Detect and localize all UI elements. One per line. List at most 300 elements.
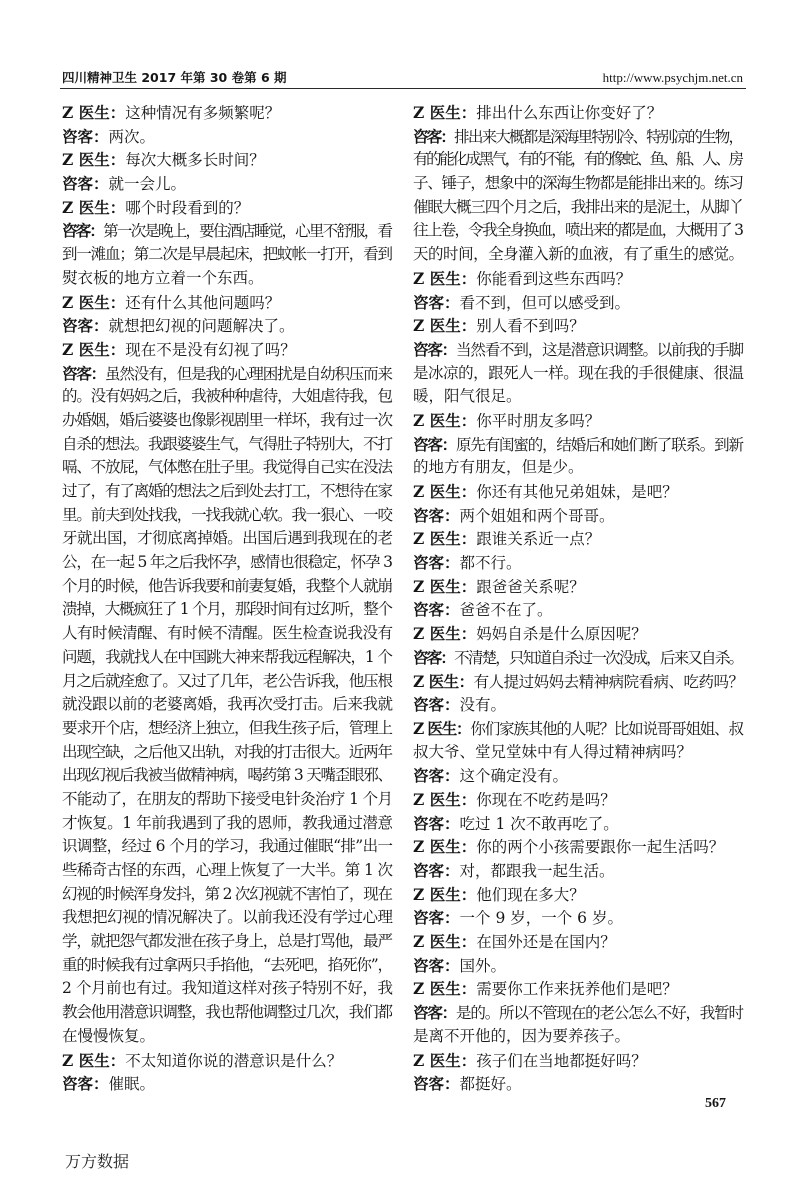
dialogue-line-content <box>413 291 630 316</box>
dialogue-text: 暖，阳气很足。 <box>413 387 522 406</box>
speaker-label: Z 医生： <box>413 932 477 952</box>
dialogue-text: 别人看不到吗？ <box>476 317 585 336</box>
dialogue-line <box>62 385 393 409</box>
dialogue-line-content <box>413 741 692 765</box>
dialogue-line <box>62 859 393 883</box>
dialogue-text: 识调整，经过 6 个月的学习，我通过催眠“排”出一 <box>62 837 393 856</box>
dialogue-line-content <box>62 362 392 387</box>
journal-url: http://www.psychjm.net.cn <box>602 70 743 85</box>
dialogue-line-content <box>62 338 296 363</box>
dialogue-line <box>413 409 744 433</box>
client-turn <box>62 314 393 338</box>
dialogue-text: 月之后就痊愈了。又过了几年，老公告诉我，他压根 <box>62 671 392 690</box>
dialogue-text: 到一滩血；第二次是早晨起床，把蚊帐一打开，看到 <box>62 245 392 264</box>
dialogue-line <box>62 977 393 1001</box>
dialogue-line <box>413 1001 744 1025</box>
left-column <box>62 101 393 1096</box>
dialogue-text: 看不到，但可以感受到。 <box>459 293 631 312</box>
speaker-label: 咨客： <box>413 647 455 667</box>
dialogue-line <box>413 172 744 196</box>
dialogue-text: 妈妈自杀是什么原因呢？ <box>476 625 647 644</box>
dialogue-line-content <box>413 954 506 979</box>
dialogue-line-content <box>62 1001 392 1025</box>
dialogue-line-content <box>62 598 392 622</box>
dialogue-text: 都挺好。 <box>459 1075 522 1094</box>
dialogue-line <box>413 788 744 812</box>
speaker-label: 咨客： <box>62 1074 109 1094</box>
dialogue-line-content <box>62 172 186 197</box>
dialogue-line-content <box>413 788 616 813</box>
dialogue-text: 不太知道你说的潜意识是什么？ <box>125 1051 343 1070</box>
dialogue-text: 这种情况有多频繁呢？ <box>125 104 281 122</box>
dialogue-line <box>62 906 393 930</box>
doctor-turn <box>62 291 393 315</box>
dialogue-line-content <box>413 362 744 386</box>
dialogue-line-content <box>413 883 585 908</box>
dialogue-line-content <box>413 598 553 623</box>
dialogue-text: 现在不是没有幻视了吗？ <box>125 340 296 359</box>
speaker-label: 咨客： <box>413 955 460 975</box>
dialogue-line <box>413 385 744 409</box>
doctor-turn <box>413 409 744 433</box>
dialogue-line <box>62 764 393 788</box>
dialogue-line-content <box>62 504 392 528</box>
dialogue-line <box>62 1049 393 1073</box>
dialogue-line <box>413 456 744 480</box>
doctor-turn <box>413 1049 744 1073</box>
dialogue-line <box>62 409 393 433</box>
dialogue-line <box>62 741 393 765</box>
speaker-label: 咨客： <box>413 695 460 715</box>
dialogue-line <box>62 1072 393 1096</box>
dialogue-line <box>413 575 744 599</box>
dialogue-text: 哪个时段看到的？ <box>125 198 250 217</box>
dialogue-text: 出现空缺，之后他又出轨，对我的打击很大。近两年 <box>62 742 392 761</box>
dialogue-line-content <box>413 219 742 243</box>
dialogue-line-content <box>62 480 392 504</box>
dialogue-line <box>62 622 393 646</box>
dialogue-line <box>62 504 393 528</box>
dialogue-line <box>413 433 744 457</box>
dialogue-line-content <box>413 243 744 267</box>
dialogue-line-content <box>413 930 616 955</box>
client-turn <box>413 504 744 528</box>
client-turn <box>413 551 744 575</box>
dialogue-text: 的。没有妈妈之后，我被种种虐待，大姐虐待我，包 <box>62 387 392 406</box>
dialogue-line-content <box>62 1025 155 1049</box>
dialogue-text: 一个 9 岁，一个 6 岁。 <box>459 909 623 928</box>
speaker-label: 咨客： <box>413 861 460 880</box>
speaker-label: 咨客： <box>413 505 460 525</box>
dialogue-line <box>62 125 393 149</box>
dialogue-line-content <box>413 1025 630 1049</box>
dialogue-line <box>62 812 393 836</box>
dialogue-line <box>62 362 393 386</box>
speaker-label: Z 医生： <box>62 292 126 312</box>
client-turn <box>413 1072 744 1096</box>
dialogue-line <box>413 291 744 315</box>
dialogue-text: 催眠。 <box>108 1075 156 1094</box>
dialogue-line <box>62 480 393 504</box>
client-turn <box>413 433 744 480</box>
dialogue-line <box>62 314 393 338</box>
client-turn <box>413 125 744 267</box>
dialogue-line-content <box>413 527 600 552</box>
header-rule <box>60 88 746 89</box>
dialogue-text: 跟谁关系近一点？ <box>476 530 601 549</box>
speaker-label: 咨客： <box>62 316 109 336</box>
dialogue-text: 公，在一起 5 年之后我怀孕，感情也很稳定，怀孕 3 <box>62 553 392 572</box>
dialogue-text: 牙就出国，才彻底离掉婚。出国后遇到我现在的老 <box>62 529 393 548</box>
speaker-label: Z 医生： <box>62 339 126 359</box>
dialogue-line-content <box>413 172 743 196</box>
dialogue-line <box>413 717 744 741</box>
client-turn <box>413 954 744 978</box>
dialogue-line-content <box>62 717 392 741</box>
dialogue-line <box>413 314 744 338</box>
dialogue-text: 他们现在多大？ <box>476 885 585 904</box>
dialogue-line <box>62 835 393 859</box>
dialogue-line <box>62 646 393 670</box>
doctor-turn <box>413 788 744 812</box>
dialogue-line-content <box>62 741 392 765</box>
speaker-label: 咨客： <box>413 292 460 312</box>
dialogue-text: 需要你工作来抚养他们是吧？ <box>476 980 678 999</box>
dialogue-text: 过了，有了离婚的想法之后到处去打工，不想待在家 <box>62 482 392 500</box>
dialogue-line-content <box>62 456 392 480</box>
speaker-label: 咨客： <box>413 1003 457 1023</box>
dialogue-line-content <box>62 219 391 244</box>
dialogue-text: 不清楚，只知道自杀过一次没成，后来又自杀。 <box>454 648 743 667</box>
dialogue-line <box>413 1025 744 1049</box>
dialogue-line <box>62 670 393 694</box>
dialogue-line-content <box>413 764 568 789</box>
dialogue-line <box>413 977 744 1001</box>
dialogue-text: 孩子们在当地都挺好吗？ <box>476 1051 647 1070</box>
client-turn <box>62 362 393 1049</box>
speaker-label: 咨客： <box>413 126 455 146</box>
dialogue-text: 里。前夫到处找我，一找我就心软。我一狠心、一咬 <box>62 505 392 524</box>
dialogue-text: 嗝、不放屁，气体憋在肚子里。我觉得自己实在没法 <box>62 458 392 477</box>
dialogue-line-content <box>62 148 265 173</box>
speaker-label: Z 医生： <box>413 837 477 857</box>
dialogue-text: 原先有闺蜜的，结婚后和她们断了联系。到新 <box>456 435 743 454</box>
dialogue-line <box>62 883 393 907</box>
dialogue-line-content <box>62 575 392 599</box>
dialogue-line-content <box>413 125 742 150</box>
dialogue-line <box>413 693 744 717</box>
client-turn <box>413 338 744 409</box>
dialogue-text: 重的时候我有过拿两只手掐他，“去死吧，掐死你”， <box>62 955 392 974</box>
journal-issue-header: 四川精神卫生 2017 年第 30 卷第 6 期 <box>62 70 287 85</box>
dialogue-text: 学，就把怨气都发泄在孩子身上，总是打骂他，最严 <box>62 932 392 951</box>
dialogue-line-content <box>413 1001 743 1026</box>
client-turn <box>62 219 393 290</box>
speaker-label: 咨客： <box>413 339 457 359</box>
doctor-turn <box>413 883 744 907</box>
dialogue-line-content <box>62 764 392 788</box>
dialogue-line-content <box>62 291 280 316</box>
client-turn <box>62 1072 393 1096</box>
doctor-turn <box>62 101 393 125</box>
speaker-label: Z 医生： <box>62 1050 126 1070</box>
dialogue-line-content <box>413 646 742 671</box>
doctor-turn <box>413 930 744 954</box>
dialogue-line-content <box>62 906 393 930</box>
dialogue-line-content <box>413 196 743 220</box>
doctor-turn <box>413 314 744 338</box>
doctor-turn <box>413 670 744 694</box>
dialogue-text: 你现在不吃药是吗？ <box>476 790 616 809</box>
dialogue-text: 有人提过妈妈去精神病院看病、吃药吗？ <box>473 672 744 691</box>
client-turn <box>413 1001 744 1048</box>
dialogue-line <box>62 1001 393 1025</box>
dialogue-text: 往上卷，令我全身换血，喷出来的都是血，大概用了 3 <box>413 221 743 240</box>
client-turn <box>413 764 744 788</box>
dialogue-text: 2 个月前也有过。我知道这样对孩子特别不好，我 <box>62 979 393 998</box>
dialogue-line <box>62 575 393 599</box>
dialogue-line-content <box>413 575 585 600</box>
dialogue-line <box>413 480 744 504</box>
dialogue-text: 爸爸不在了。 <box>459 601 553 620</box>
doctor-turn <box>413 527 744 551</box>
dialogue-text: 没有。 <box>459 696 507 715</box>
dialogue-line <box>413 148 744 172</box>
client-turn <box>62 172 393 196</box>
dialogue-text: 当然看不到，这是潜意识调整。以前我的手脚 <box>456 340 743 359</box>
client-turn <box>413 291 744 315</box>
client-turn <box>413 812 744 836</box>
speaker-label: Z 医生： <box>413 268 477 288</box>
dialogue-line <box>62 954 393 978</box>
dialogue-line <box>413 362 744 386</box>
dialogue-line <box>413 551 744 575</box>
dialogue-line <box>62 693 393 717</box>
speaker-label: 咨客： <box>413 434 457 454</box>
speaker-label: Z 医生： <box>413 1050 477 1070</box>
dialogue-line-content <box>413 148 742 172</box>
dialogue-text: 你平时朋友多吗？ <box>476 411 601 430</box>
dialogue-line <box>413 741 744 765</box>
dialogue-line-content <box>413 670 743 695</box>
speaker-label: 咨客： <box>62 221 104 241</box>
dialogue-line-content <box>413 551 522 576</box>
dialogue-line-content <box>413 859 615 884</box>
dialogue-line-content <box>62 646 392 670</box>
dialogue-text: 排出来大概都是深海里特别冷、特别凉的生物， <box>454 127 743 146</box>
dialogue-line-content <box>413 480 678 505</box>
dialogue-line-content <box>62 385 392 409</box>
dialogue-text: 办婚姻，婚后婆婆也像影视剧里一样坏，我有过一次 <box>62 410 392 429</box>
dialogue-text: 就想把幻视的问题解决了。 <box>108 317 295 336</box>
dialogue-line-content <box>62 788 392 812</box>
dialogue-text: 两个姐姐和两个哥哥。 <box>459 506 615 525</box>
dialogue-line <box>413 906 744 930</box>
dialogue-line-content <box>62 551 392 575</box>
dialogue-text: 不能动了，在朋友的帮助下接受电针灸治疗 1 个月 <box>62 789 393 808</box>
doctor-turn <box>62 196 393 220</box>
dialogue-text: 人有时候清醒、有时候不清醒。医生检查说我没有 <box>62 624 393 643</box>
speaker-label: Z 医生： <box>413 671 474 691</box>
speaker-label: Z 医生： <box>413 624 477 644</box>
dialogue-text: 催眠大概三四个月之后，我排出来的是泥土，从脚丫 <box>413 197 743 216</box>
dialogue-line-content <box>413 338 743 363</box>
dialogue-text: 你还有其他兄弟姐妹，是吧？ <box>476 483 678 501</box>
speaker-label: 咨客： <box>413 813 460 833</box>
dialogue-text: 的地方有朋友，但是少。 <box>413 458 584 477</box>
speaker-label: 咨客： <box>413 553 460 573</box>
dialogue-line-content <box>62 954 392 978</box>
dialogue-line-content <box>62 101 280 126</box>
client-turn <box>413 646 744 670</box>
dialogue-line <box>413 622 744 646</box>
dialogue-line <box>62 433 393 457</box>
speaker-label: Z 医生： <box>62 150 126 170</box>
speaker-label: Z 医生： <box>62 103 126 122</box>
speaker-label: 咨客： <box>413 766 460 786</box>
dialogue-text: 这个确定没有。 <box>459 767 569 786</box>
dialogue-line-content <box>62 125 155 150</box>
dialogue-line <box>62 456 393 480</box>
doctor-turn <box>62 1049 393 1073</box>
dialogue-line <box>413 670 744 694</box>
doctor-turn <box>413 717 744 764</box>
dialogue-line-content <box>62 267 264 291</box>
client-turn <box>62 125 393 149</box>
dialogue-text: 叔大爷、堂兄堂妹中有人得过精神病吗？ <box>413 742 693 761</box>
dialogue-line-content <box>413 1072 522 1097</box>
dialogue-line-content <box>413 1049 647 1074</box>
dialogue-line-content <box>62 812 393 836</box>
speaker-label: 咨客： <box>413 908 460 928</box>
dialogue-text: 问题，我就找人在中国跳大神来帮我远程解决，1 个 <box>62 647 392 666</box>
dialogue-text: 些稀奇古怪的东西，心理上恢复了一大半。第 1 次 <box>62 861 393 879</box>
dialogue-line <box>62 338 393 362</box>
dialogue-text: 跟爸爸关系呢？ <box>476 577 585 596</box>
speaker-label: Z 医生： <box>413 482 477 501</box>
dialogue-text: 在慢慢恢复。 <box>62 1026 156 1045</box>
dialogue-text: 熨衣板的地方立着一个东西。 <box>62 268 264 287</box>
dialogue-line <box>413 1049 744 1073</box>
dialogue-line-content <box>413 693 506 718</box>
dialogue-line-content <box>62 1049 342 1074</box>
dialogue-text: 溃掉，大概疯狂了 1 个月，那段时间有过幻听，整个 <box>62 600 392 619</box>
dialogue-text: 出现幻视后我被当做精神病，喝药第 3 天嘴歪眼邪、 <box>62 766 392 785</box>
dialogue-text: 在国外还是在国内？ <box>476 933 616 952</box>
client-turn <box>413 859 744 883</box>
dialogue-line <box>413 219 744 243</box>
dialogue-line <box>413 883 744 907</box>
dialogue-line-content <box>62 883 392 907</box>
client-turn <box>413 693 744 717</box>
speaker-label: Z 医生： <box>62 197 126 217</box>
dialogue-text: 是离不开他的，因为要养孩子。 <box>413 1026 631 1045</box>
dialogue-line-content <box>413 622 647 647</box>
dialogue-line-content <box>62 622 393 646</box>
dialogue-line <box>62 243 393 267</box>
dialogue-text: 是冰凉的，跟死人一样。现在我的手很健康、很温 <box>413 363 744 382</box>
speaker-label: 咨客： <box>62 363 106 383</box>
dialogue-line <box>62 291 393 315</box>
dialogue-text: 子、锤子，想象中的深海生物都是能排出来的。练习 <box>413 174 743 193</box>
page-number: 567 <box>705 1096 726 1111</box>
dialogue-line <box>62 527 393 551</box>
speaker-label: Z 医生： <box>413 884 477 904</box>
client-turn <box>413 598 744 622</box>
dialogue-line-content <box>62 693 393 717</box>
dialogue-line <box>62 930 393 954</box>
dialogue-text: 就一会儿。 <box>108 175 187 194</box>
dialogue-line-content <box>413 504 615 529</box>
speaker-label: Z 医生： <box>413 789 477 809</box>
dialogue-text: 就没跟以前的老婆离婚，我再次受打击。后来我就 <box>62 695 393 714</box>
speaker-label: Z 医生： <box>413 576 477 596</box>
dialogue-line <box>62 267 393 291</box>
dialogue-text: 排出什么东西让你变好了？ <box>476 104 663 122</box>
dialogue-line <box>413 859 744 883</box>
dialogue-line-content <box>62 977 393 1001</box>
dialogue-line <box>413 1072 744 1096</box>
doctor-turn <box>413 622 744 646</box>
dialogue-line <box>413 196 744 220</box>
doctor-turn <box>413 977 744 1001</box>
dialogue-line <box>62 1025 393 1049</box>
dialogue-line-content <box>62 314 295 339</box>
dialogue-text: 两次。 <box>108 127 156 146</box>
dialogue-line <box>62 148 393 172</box>
dialogue-line <box>62 598 393 622</box>
dialogue-line-content <box>413 456 584 480</box>
dialogue-line <box>413 101 744 125</box>
dialogue-text: 还有什么其他问题吗？ <box>125 293 281 312</box>
dialogue-line-content <box>62 670 392 694</box>
dialogue-text: 都不行。 <box>459 554 522 573</box>
dialogue-text: 教会他用潜意识调整，我也帮他调整过几次，我们都 <box>62 1003 392 1022</box>
speaker-label: Z 医生： <box>413 979 477 999</box>
dialogue-line <box>62 788 393 812</box>
dialogue-line-content <box>413 409 600 434</box>
dialogue-line <box>413 504 744 528</box>
dialogue-text: 你能看到这些东西吗？ <box>476 269 632 288</box>
doctor-turn <box>413 480 744 504</box>
dialogue-line-content <box>62 433 392 457</box>
speaker-label: Z 医生： <box>413 718 471 738</box>
dialogue-line-content <box>413 267 631 292</box>
dialogue-line <box>413 598 744 622</box>
dialogue-line-content <box>62 243 392 267</box>
dialogue-text: 每次大概多长时间？ <box>125 151 265 170</box>
dialogue-text: 个月的时候，他告诉我要和前妻复婚，我整个人就崩 <box>62 576 392 595</box>
dialogue-line <box>413 243 744 267</box>
dialogue-line <box>62 172 393 196</box>
dialogue-line <box>62 219 393 243</box>
dialogue-line-content <box>62 930 392 954</box>
dialogue-line <box>413 646 744 670</box>
doctor-turn <box>413 267 744 291</box>
doctor-turn <box>413 575 744 599</box>
dialogue-line <box>62 101 393 125</box>
dialogue-line <box>413 954 744 978</box>
dialogue-line <box>413 835 744 859</box>
dialogue-text: 吃过 1 次不敢再吃了。 <box>459 814 619 833</box>
dialogue-line-content <box>413 812 619 837</box>
dialogue-line-content <box>413 385 522 409</box>
speaker-label: Z 医生： <box>413 316 477 336</box>
dialogue-line-content <box>62 196 249 221</box>
dialogue-line-content <box>62 409 392 433</box>
dialogue-text: 是的。所以不管现在的老公怎么不好，我暂时 <box>456 1004 743 1023</box>
dialogue-line <box>413 527 744 551</box>
